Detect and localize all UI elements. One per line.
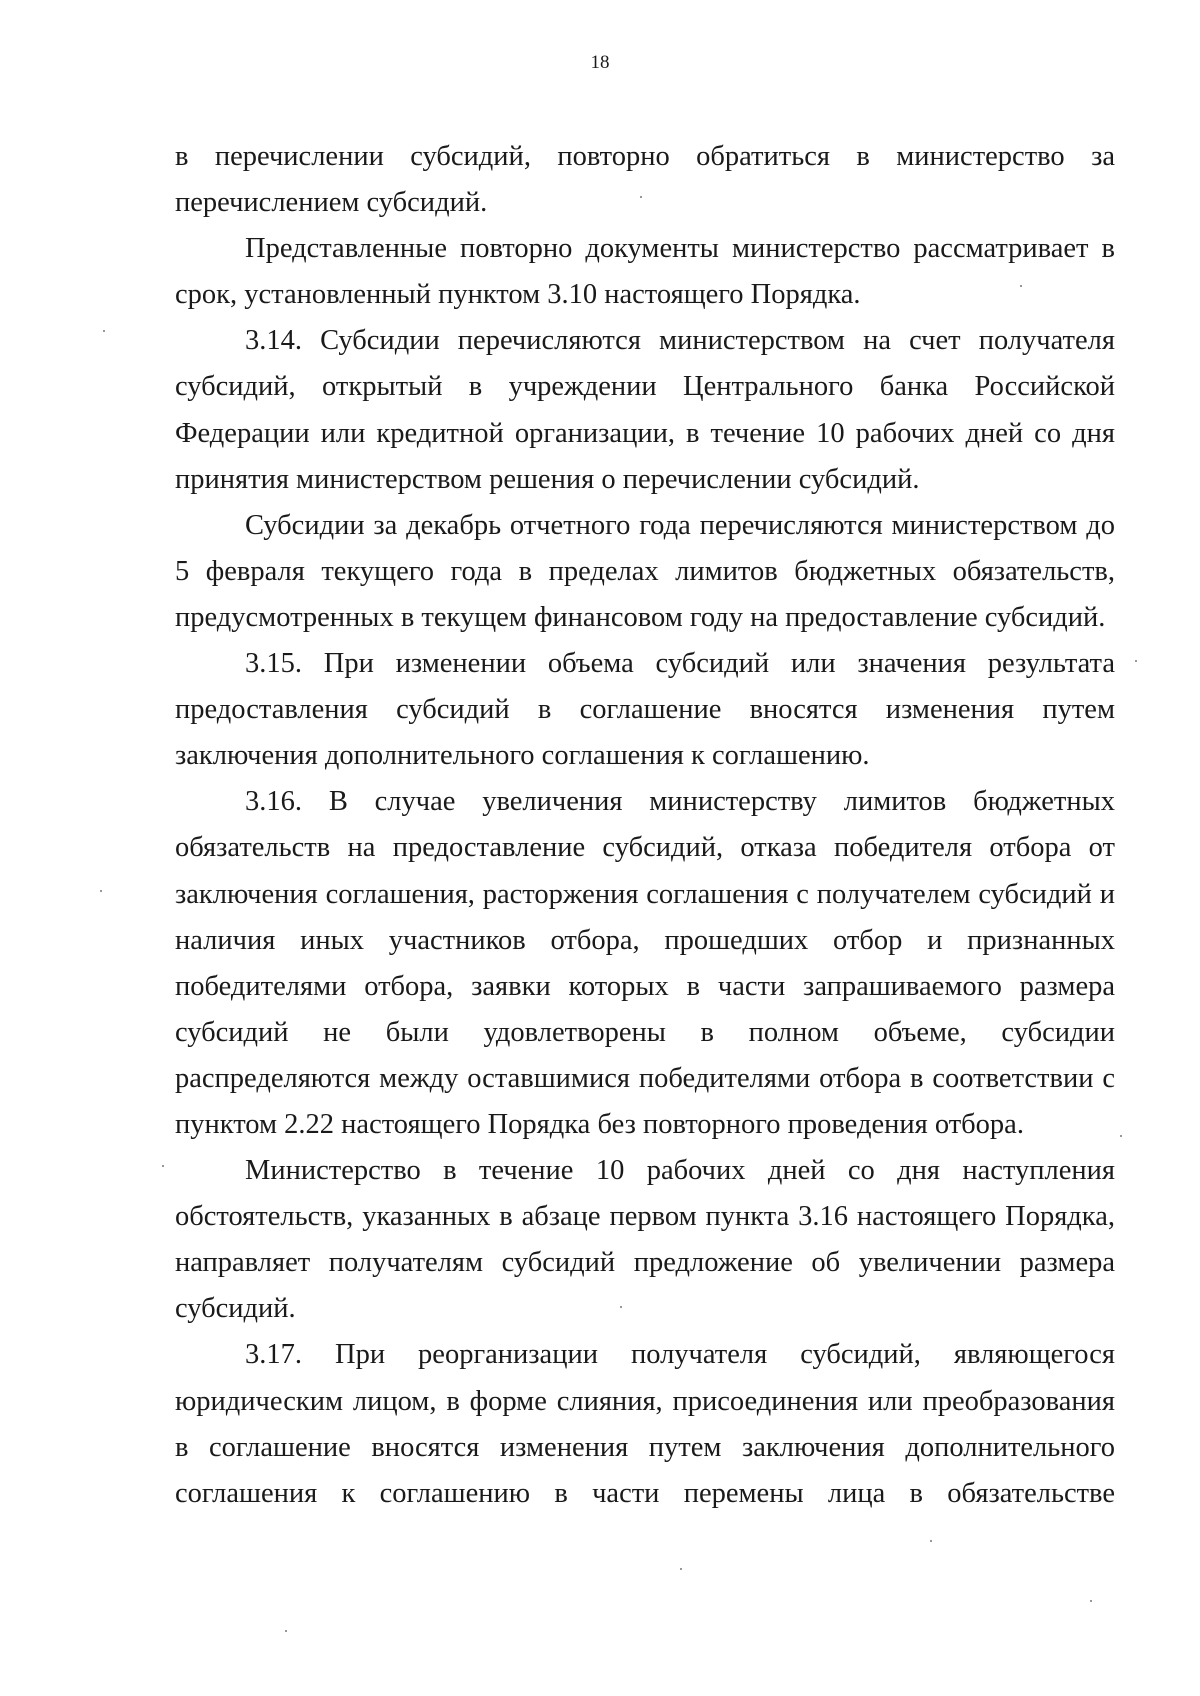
paragraph-3-16: 3.16. В случае увеличения министерству лимитов бюджетных обязательств на предоставление субсидий, отказа победителя отбора от заключения соглашения, расторжения соглашения с получателем субсидий и наличия иных участников отбора, прошедших отбор и признанных победителями отбора, заявки которых в части запрашиваемого размера субсидий не были удовлетворены в полном объеме, субсидии распределяются между оставшимися победителями отбора в соответствии с пунктом 2.22 настоящего Порядка без повторного проведения отбора.	[175, 786, 1115, 1140]
document-body	[175, 134, 1115, 1517]
paragraph-3-17: 3.17. При реорганизации получателя субсидий, являющегося юридическим лицом, в форме слияния, присоединения или преобразования в соглашение вносятся изменения путем заключения дополнительного соглашения к соглашению в части перемены лица в обязательстве	[175, 1339, 1115, 1509]
scan-speck	[285, 1630, 287, 1632]
page-number: 18	[590, 52, 610, 73]
scan-speck	[1135, 660, 1137, 662]
scan-speck	[1120, 1135, 1122, 1137]
scan-speck	[1090, 1600, 1092, 1602]
scan-speck	[100, 890, 102, 892]
scan-speck	[680, 1568, 682, 1570]
scan-speck	[1020, 285, 1022, 287]
scan-speck	[620, 1306, 622, 1308]
scan-speck	[930, 1540, 932, 1542]
paragraph-3-15: 3.15. При изменении объема субсидий или значения результата предоставления субсидий в соглашение вносятся изменения путем заключения дополнительного соглашения к соглашению.	[175, 648, 1115, 772]
scan-speck	[103, 330, 105, 332]
paragraph-december-subsidies: Субсидии за декабрь отчетного года перечисляются министерством до 5 февраля текущего года в пределах лимитов бюджетных обязательств, предусмотренных в текущем финансовом году на предоставление субсидий.	[175, 509, 1115, 633]
paragraph-continuation: в перечислении субсидий, повторно обратиться в министерство за перечислением субсидий.	[175, 141, 1115, 219]
paragraph-ministry-proposal: Министерство в течение 10 рабочих дней со дня наступления обстоятельств, указанных в абзаце первом пункта 3.16 настоящего Порядка, направляет получателям субсидий предложение об увеличении размера субсидий.	[175, 1155, 1115, 1325]
scan-speck	[162, 1165, 164, 1167]
scan-speck	[640, 196, 642, 198]
paragraph-3-14: 3.14. Субсидии перечисляются министерством на счет получателя субсидий, открытый в учреждении Центрального банка Российской Федерации или кредитной организации, в течение 10 рабочих дней со дня принятия министерством решения о перечислении субсидий.	[175, 325, 1115, 495]
paragraph-resubmitted-documents: Представленные повторно документы министерство рассматривает в срок, установленный пунктом 3.10 настоящего Порядка.	[175, 233, 1115, 311]
